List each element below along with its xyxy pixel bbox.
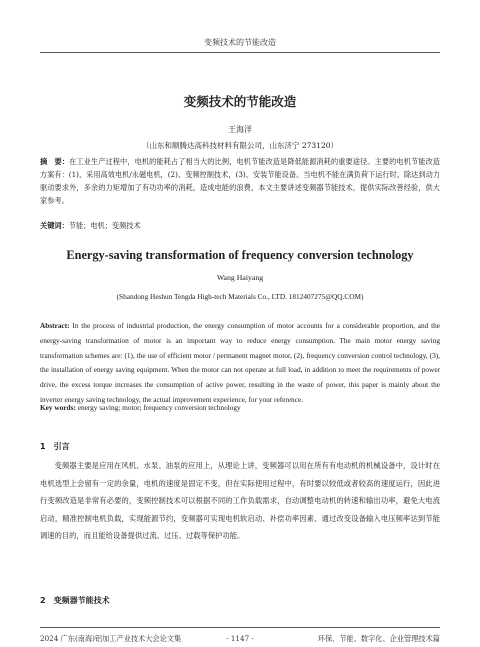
- chinese-abstract-text: 在工业生产过程中，电机的能耗占了相当大的比例，电机节能改造是降低能源消耗的重要途径。主要的电机节能改造方案有：(1)、采用高效电机/永磁电机，(2)、变频控制技术，(3)、安装节能设备。当电机不能在满负荷下运行时，除达到动力驱动要求外，多余的力矩增加了有功功率的消耗，造成电能的浪费，本文主要讲述变频器节能技术，提供实际改善经验，供大家参考。: [40, 157, 440, 206]
- english-affiliation: (Shandong Heshun Tengda High-tech Materials Co., LTD. 1812407275@QQ.COM): [116, 292, 364, 301]
- chinese-author: 王海洋: [228, 125, 252, 134]
- english-abstract: [40, 319, 440, 408]
- chinese-abstract: [40, 155, 440, 207]
- section-2-heading: 2 变频器节能技术: [40, 596, 110, 605]
- running-header: 变频技术的节能改造: [204, 38, 276, 47]
- chinese-title: 变频技术的节能改造: [183, 94, 297, 109]
- section-1-body: [40, 457, 440, 545]
- section-1-paragraph: 变频器主要是应用在风机、水泵、油泵的应用上，从理论上讲，变频器可以用在所有有电动机的机械设备中，设计时在电机选型上会留有一定的余量，电机的速度是固定不变，但在实际使用过程中，有时要以较低或者较高的速度运行，因此进行变频改造是非常有必要的，变频控制技术可以根据不同的工作负载需求，自动调整电动机的转速和输出功率，避免大电流启动，精准控制电机负载，实现能源节约，变频器可实现电机软启动、补偿功率因素、通过改变设备输入电压频率达到节能调速的目的，而且能给设备提供过流、过压、过载等保护功能。: [40, 461, 440, 541]
- chinese-keywords-label: 关键词：: [40, 221, 69, 230]
- english-keywords-text: energy saving; motor; frequency conversion technology: [77, 403, 241, 412]
- section-1-heading: 1 引言: [40, 442, 70, 451]
- footer-section-name: 环保、节能、数字化、企业管理技术篇: [317, 634, 440, 643]
- chinese-abstract-label: 摘 要：: [40, 157, 70, 166]
- footer-page-number: - 1147 -: [226, 634, 254, 643]
- chinese-keywords: [40, 221, 440, 231]
- footer-proceedings: 2024 广东(南海)铝加工产业技术大会论文集: [40, 634, 182, 643]
- english-author: Wang Haiyang: [216, 273, 264, 282]
- header-rule: [40, 52, 440, 53]
- english-title: Energy-saving transformation of frequency conversion technology: [66, 248, 414, 262]
- footer-rule: [40, 627, 440, 628]
- english-abstract-label: Abstract:: [40, 321, 70, 330]
- english-keywords: [40, 403, 440, 412]
- chinese-affiliation: （山东和顺腾达高科技材料有限公司，山东济宁 273120）: [141, 141, 338, 150]
- english-keywords-label: Key words:: [40, 403, 76, 412]
- english-abstract-text: In the process of industrial production, the energy consumption of motor accounts for a considerable proportion, and the energy-saving transformation of motor is an important way to reduce energy consumption. The main motor energy saving transformation schemes are: (1), the use of efficient motor / permanent magnet motor, (2), frequency conversion control technology, (3), the installation of energy saving equipment. When the motor can not operate at full load, in addition to meet the requirements of power drive, the excess torque increases the consumption of active power, resulting in the waste of power, this paper is mainly about the inverter energy saving technology, the actual improvement experience, for your reference.: [40, 321, 441, 404]
- chinese-keywords-text: 节能；电机；变频技术: [68, 221, 141, 230]
